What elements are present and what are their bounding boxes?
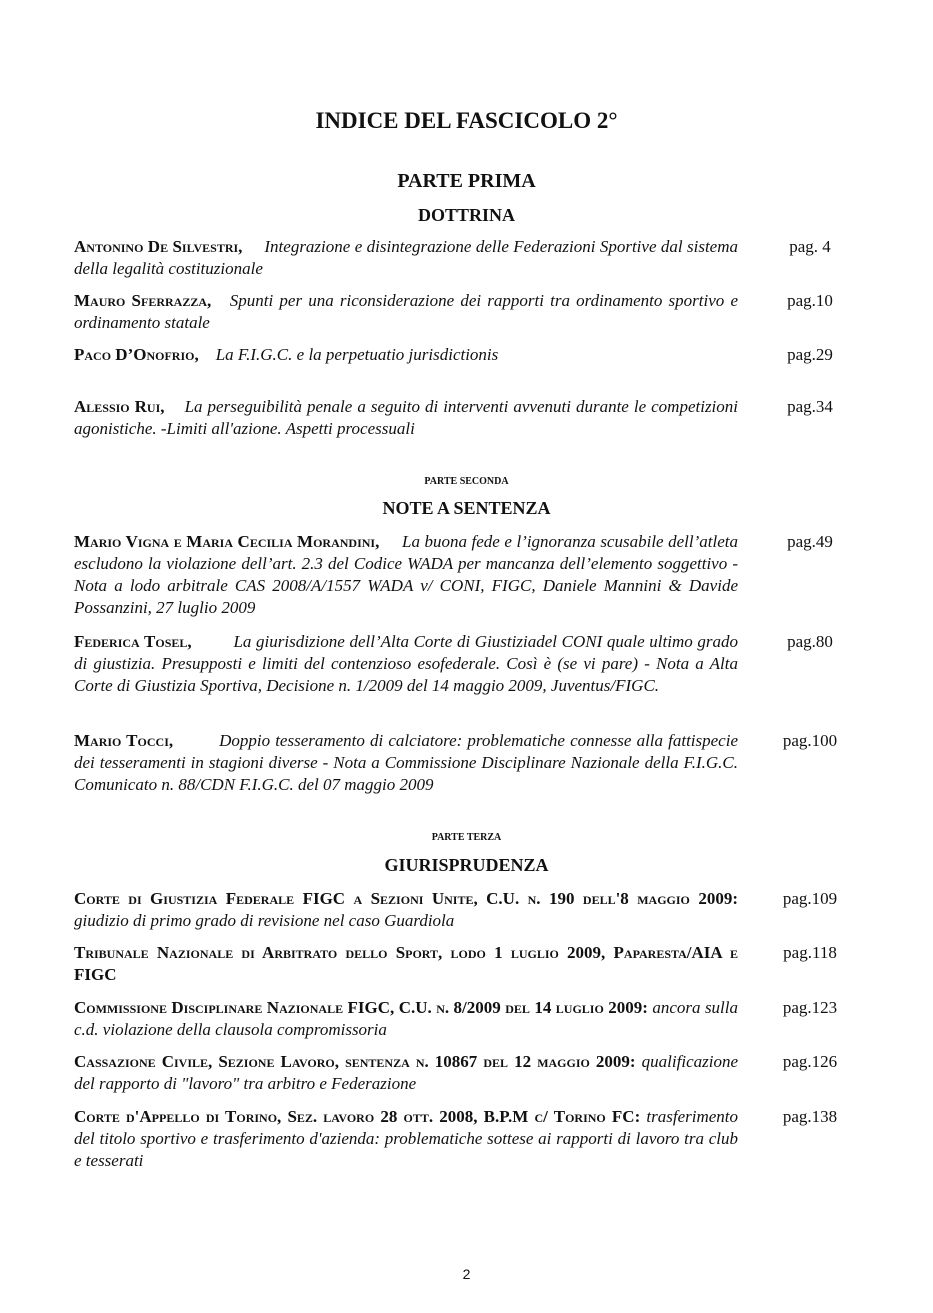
entry-page: pag.126 [782, 1052, 838, 1071]
entry-title: La perseguibilità penale a seguito di interventi avvenuti durante le competizioni agonistiche. -Limiti all'azione. Aspetti processuali [74, 397, 739, 438]
part2-section: NOTE A SENTENZA [382, 498, 551, 518]
entry-reference: Cassazione Civile, Sezione Lavoro, sentenza n. 10867 del 12 maggio 2009: [74, 1052, 636, 1071]
part1-section: DOTTRINA [417, 205, 515, 225]
entry-page: pag.138 [782, 1107, 838, 1126]
toc-entry [74, 531, 738, 619]
entry-page: pag.109 [782, 889, 838, 908]
toc-entry [74, 730, 738, 796]
entry-author: Alessio Rui, [74, 397, 165, 416]
toc-entry [74, 396, 738, 440]
toc-entry [74, 631, 738, 697]
entry-description: ancora sulla c.d. violazione della clausola compromissoria [74, 998, 739, 1039]
entry-page: pag.10 [787, 291, 833, 310]
entry-reference: Tribunale Nazionale di Arbitrato dello Sport, lodo 1 luglio 2009, Paparesta/AIA e FIGC [74, 943, 738, 984]
entry-page: pag.80 [787, 632, 833, 651]
entry-page: pag.29 [787, 345, 833, 364]
entry-author: Federica Tosel, [74, 632, 192, 651]
entry-title: La F.I.G.C. e la perpetuatio jurisdictionis [215, 345, 499, 364]
entry-reference: Corte d'Appello di Torino, Sez. lavoro 28 ott. 2008, B.P.M c/ Torino FC: [74, 1107, 641, 1126]
entry-page: pag.123 [782, 998, 838, 1017]
page-title: INDICE DEL FASCICOLO 2° [315, 108, 618, 133]
entry-author: Mauro Sferrazza, [74, 291, 212, 310]
part3-section: GIURISPRUDENZA [384, 855, 549, 875]
entry-reference: Corte di Giustizia Federale FIGC a Sezioni Unite, C.U. n. 190 dell'8 maggio 2009: [74, 889, 738, 908]
entry-title: La buona fede e l’ignoranza scusabile dell’atleta escludono la violazione dell’art. 2.3 del Codice WADA per mancanza dell’elemento soggettivo - Nota a lodo arbitrale CAS 2008/A/1557 WADA v/ CONI, FIGC, Daniele Mannini & Davide Possanzini, 27 luglio 2009 [74, 532, 738, 617]
entry-page: pag.34 [787, 397, 833, 416]
entry-author: Mario Vigna e Maria Cecilia Morandini, [74, 532, 380, 551]
toc-entry [74, 236, 738, 280]
entry-description: giudizio di primo grado di revisione nel caso Guardiola [74, 911, 455, 930]
part2-label: PARTE SECONDA [424, 476, 509, 487]
toc-entry [74, 942, 738, 986]
entry-author: Mario Tocci, [74, 731, 174, 750]
toc-entry [74, 1106, 738, 1172]
entry-description: qualificazione del rapporto di "lavoro" tra arbitro e Federazione [74, 1052, 738, 1093]
entry-page: pag.49 [787, 532, 833, 551]
entry-author: Paco D’Onofrio, [74, 345, 199, 364]
part3-label: PARTE TERZA [431, 832, 502, 843]
entry-title: Integrazione e disintegrazione delle Federazioni Sportive dal sistema della legalità costituzionale [74, 237, 738, 278]
part1-label: PARTE PRIMA [397, 170, 536, 192]
entry-description: trasferimento del titolo sportivo e trasferimento d'azienda: problematiche sottese ai rapporti di lavoro tra club e tesserati [74, 1107, 738, 1170]
entry-page: pag. 4 [789, 237, 831, 256]
entry-author: Antonino De Silvestri, [74, 237, 243, 256]
toc-entry [74, 1051, 738, 1095]
toc-entry [74, 888, 738, 932]
entry-page: pag.100 [782, 731, 838, 750]
toc-entry [74, 290, 738, 334]
entry-title: Spunti per una riconsiderazione dei rapporti tra ordinamento sportivo e ordinamento statale [74, 291, 739, 332]
entry-title: La giurisdizione dell’Alta Corte di Giustiziadel CONI quale ultimo grado di giustizia. Presupposti e limiti del contenzioso esofederale. Così è (se vi pare) - Nota a Alta Corte di Giustizia Sportiva, Decisione n. 1/2009 del 14 maggio 2009, Juventus/FIGC. [74, 632, 738, 695]
entry-title: Doppio tesseramento di calciatore: problematiche connesse alla fattispecie dei tesseramenti in stagioni diverse - Nota a Commissione Disciplinare Nazionale della F.I.G.C. Comunicato n. 88/CDN F.I.G.C. del 07 maggio 2009 [74, 731, 738, 794]
entry-page: pag.118 [783, 943, 837, 962]
page-number: 2 [462, 1266, 471, 1282]
toc-entry [74, 344, 738, 366]
toc-entry [74, 997, 738, 1041]
entry-reference: Commissione Disciplinare Nazionale FIGC, C.U. n. 8/2009 del 14 luglio 2009: [74, 998, 648, 1017]
